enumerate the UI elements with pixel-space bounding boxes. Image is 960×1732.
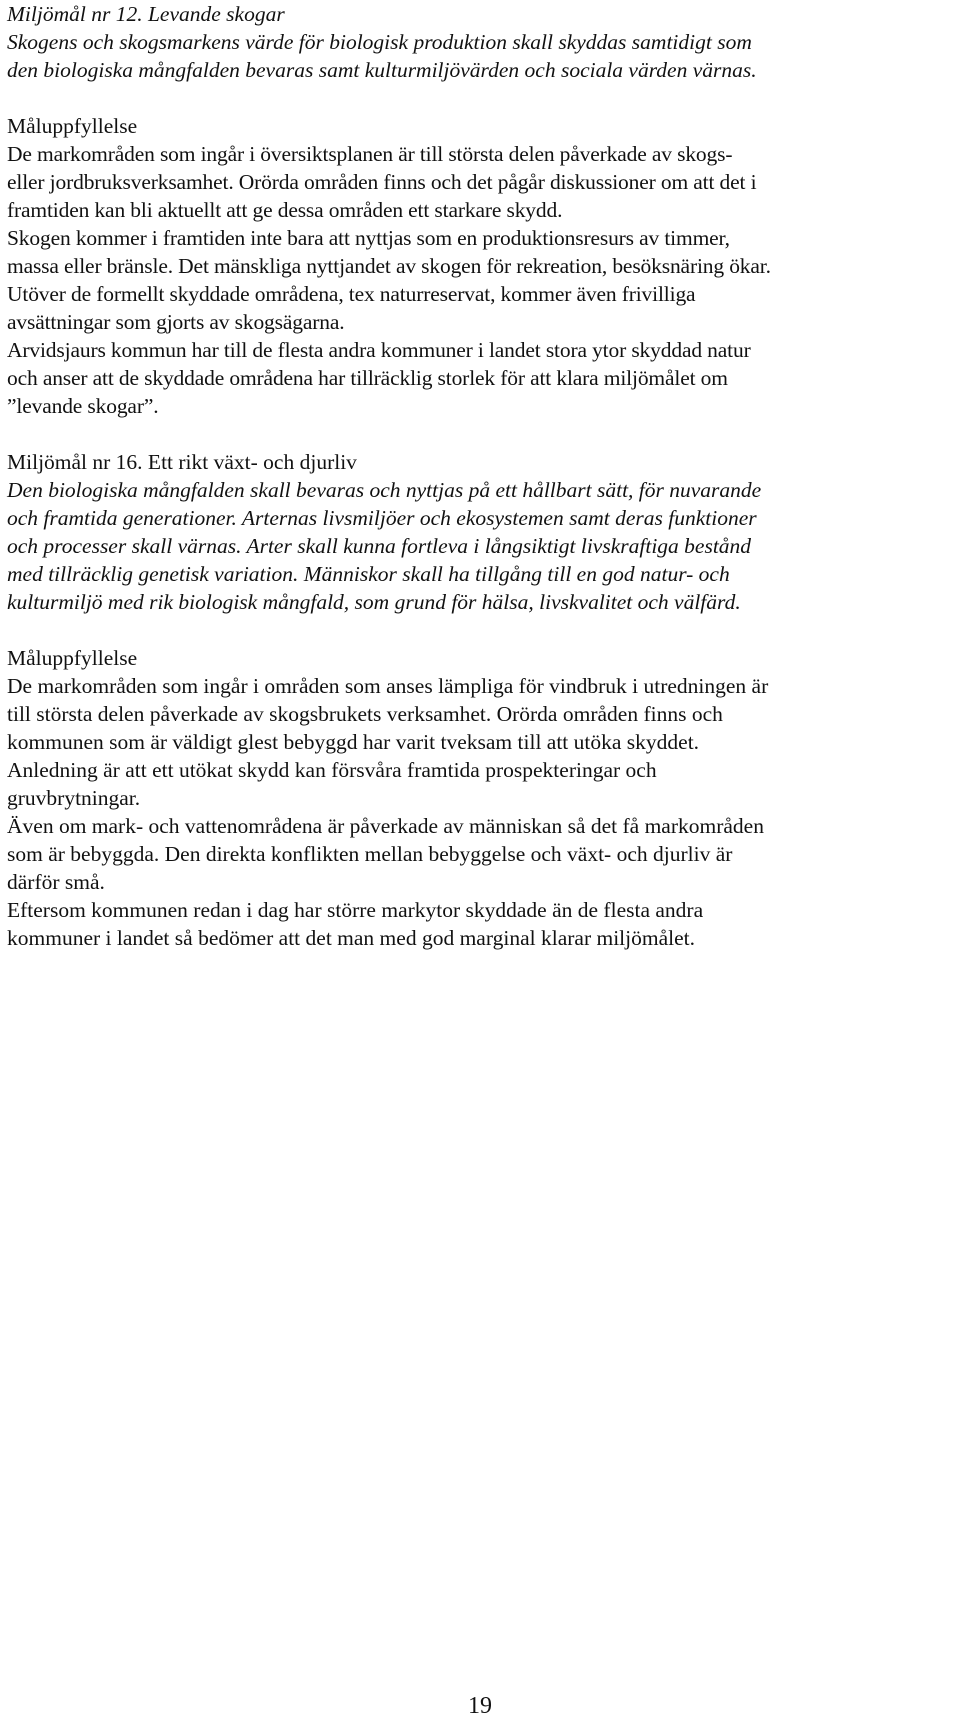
goal-description-16 [7,476,952,616]
text-line: kulturmiljö med rik biologisk mångfald, som grund för hälsa, livskvalitet och välfärd. [7,590,741,614]
text-line: kommunen som är väldigt glest bebyggd har varit tveksam till att utöka skyddet. [7,730,700,754]
text-line: gruvbrytningar. [7,786,141,810]
text-line: till största delen påverkade av skogsbrukets verksamhet. Orörda områden finns och [7,702,723,726]
fulfilment-heading-16: Måluppfyllelse [7,646,138,670]
paragraph-gap [7,616,952,644]
fulfilment-heading-12: Måluppfyllelse [7,114,138,138]
text-line: ”levande skogar”. [7,394,159,418]
text-line: Arvidsjaurs kommun har till de flesta andra kommuner i landet stora ytor skyddad natur [7,338,751,362]
text-line: och anser att de skyddade områdena har tillräcklig storlek för att klara miljömålet om [7,366,728,390]
text-line: och framtida generationer. Arternas livsmiljöer och ekosystemen samt deras funktioner [7,506,757,530]
text-line: Skogen kommer i framtiden inte bara att nyttjas som en produktionsresurs av timmer, [7,226,730,250]
goal-heading-12: Miljömål nr 12. Levande skogar [7,2,285,26]
text-line: Skogens och skogsmarkens värde för biologisk produktion skall skyddas samtidigt som [7,30,752,54]
text-line: och processer skall värnas. Arter skall kunna fortleva i långsiktigt livskraftiga bestånd [7,534,752,558]
text-line: massa eller bränsle. Det mänskliga nyttjandet av skogen för rekreation, besöksnäring ökar. [7,254,771,278]
text-line: eller jordbruksverksamhet. Orörda områden finns och det pågår diskussioner om att det i [7,170,757,194]
text-line: som är bebyggda. Den direkta konflikten mellan bebyggelse och växt- och djurliv är [7,842,733,866]
text-line: avsättningar som gjorts av skogsägarna. [7,310,345,334]
goal-heading-16: Miljömål nr 16. Ett rikt växt- och djurliv [7,450,357,474]
text-line: De markområden som ingår i översiktsplanen är till största delen påverkade av skogs- [7,142,733,166]
text-line: kommuner i landet så bedömer att det man med god marginal klarar miljömålet. [7,926,695,950]
document-page [7,0,952,952]
text-line: Även om mark- och vattenområdena är påverkade av människan så det få markområden [7,814,764,838]
text-line: Eftersom kommunen redan i dag har större markytor skyddade än de flesta andra [7,898,704,922]
text-line: därför små. [7,870,105,894]
page-number: 19 [468,1693,492,1719]
goal-description-12 [7,28,952,84]
text-line: framtiden kan bli aktuellt att ge dessa områden ett starkare skydd. [7,198,563,222]
text-line: Den biologiska mångfalden skall bevaras och nyttjas på ett hållbart sätt, för nuvarande [7,478,762,502]
fulfilment-text-12 [7,140,952,420]
text-line: den biologiska mångfalden bevaras samt kulturmiljövärden och sociala värden värnas. [7,58,757,82]
text-line: Anledning är att ett utökat skydd kan försvåra framtida prospekteringar och [7,758,657,782]
paragraph-gap [7,420,952,448]
text-line: med tillräcklig genetisk variation. Människor skall ha tillgång till en god natur- och [7,562,730,586]
text-line: De markområden som ingår i områden som anses lämpliga för vindbruk i utredningen är [7,674,769,698]
fulfilment-text-16 [7,672,952,952]
paragraph-gap [7,84,952,112]
text-line: Utöver de formellt skyddade områdena, tex naturreservat, kommer även frivilliga [7,282,696,306]
